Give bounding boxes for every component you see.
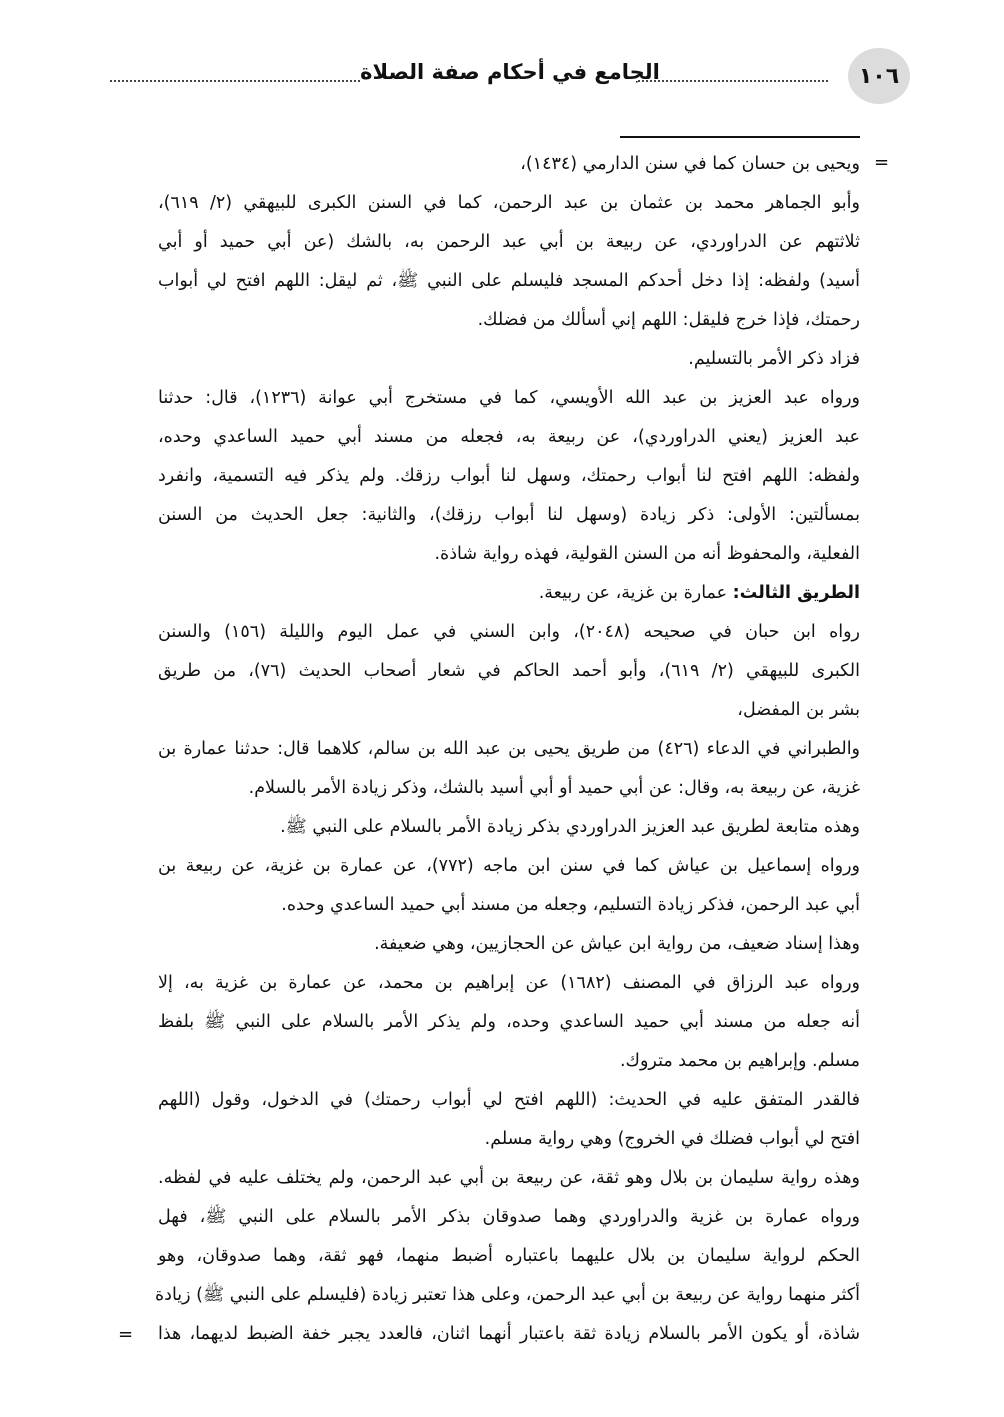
continuation-mark: =	[874, 152, 890, 173]
text-line: وهذه رواية سليمان بن بلال وهو ثقة، عن ربيعة بن أبي عبد الرحمن، ولم يختلف عليه في لفظه.	[158, 1168, 860, 1188]
text-line: شاذة، أو يكون الأمر بالسلام زيادة ثقة باعتبار أنهما اثنان، فالعدد يجبر خفة الضبط لديهما، هذا	[158, 1324, 860, 1344]
text-line: وأبو الجماهر محمد بن عثمان بن عبد الرحمن، كما في السنن الكبرى للبيهقي (٢/ ٦١٩)،	[158, 193, 860, 213]
text-line: رواه ابن حبان في صحيحه (٢٠٤٨)، وابن السني في عمل اليوم والليلة (١٥٦) والسنن	[158, 622, 860, 642]
page-header	[110, 48, 910, 104]
text-line: بمسألتين: الأولى: ذكر زيادة (وسهل لنا أبواب رزقك)، والثانية: جعل الحديث من السنن	[158, 505, 860, 525]
text-line: ثلاثتهم عن الدراوردي، عن ربيعة بن أبي عبد الرحمن به، بالشك (عن أبي حميد أو أبي	[158, 232, 860, 252]
text-line: أنه جعله من مسند أبي حميد الساعدي وحده، ولم يذكر الأمر بالسلام على النبي ﷺ بلفظ	[158, 1012, 860, 1032]
text-line: ويحيى بن حسان كما في سنن الدارمي (١٤٣٤)،	[520, 154, 860, 174]
text-line: عبد العزيز (يعني الدراوردي)، عن ربيعة به، فجعله من مسند أبي حميد الساعدي وحده،	[158, 427, 860, 447]
text-line: أبي عبد الرحمن، فذكر زيادة التسليم، وجعله من مسند أبي حميد الساعدي وحده.	[281, 895, 860, 915]
text-line: أسيد) ولفظه: إذا دخل أحدكم المسجد فليسلم على النبي ﷺ، ثم ليقل: اللهم افتح لي أبواب	[158, 271, 860, 291]
text-line: وهذا إسناد ضعيف، من رواية ابن عياش عن الحجازيين، وهي ضعيفة.	[374, 934, 860, 954]
text-line: مسلم. وإبراهيم بن محمد متروك.	[619, 1051, 860, 1071]
text-line: ورواه عبد الرزاق في المصنف (١٦٨٢) عن إبراهيم بن محمد، عن عمارة بن غزية به، إلا	[158, 973, 860, 993]
text-line: ورواه عبد العزيز بن عبد الله الأويسي، كما في مستخرج أبي عوانة (١٢٣٦)، قال: حدثنا	[158, 388, 860, 408]
text-line: غزية، عن ربيعة به، وقال: عن أبي حميد أو أبي أسيد بالشك، وذكر زيادة الأمر بالسلام.	[248, 778, 860, 798]
text-line: الكبرى للبيهقي (٢/ ٦١٩)، وأبو أحمد الحاكم في شعار أصحاب الحديث (٧٦)، من طريق	[158, 661, 860, 681]
text-line: وهذه متابعة لطريق عبد العزيز الدراوردي بذكر زيادة الأمر بالسلام على النبي ﷺ.	[280, 817, 860, 837]
text-line	[158, 574, 860, 613]
text-line: الفعلية، والمحفوظ أنه من السنن القولية، فهذه رواية شاذة.	[434, 544, 860, 564]
section-heading: الطريق الثالث:	[732, 583, 860, 603]
continuation-mark: =	[118, 1324, 134, 1345]
text-line: رحمتك، فإذا خرج فليقل: اللهم إني أسألك من فضلك.	[477, 310, 860, 330]
text-line: ورواه عمارة بن غزية والدراوردي وهما صدوقان بذكر الأمر بالسلام على النبي ﷺ، فهل	[158, 1207, 860, 1227]
text-line: ورواه إسماعيل بن عياش كما في سنن ابن ماجه (٧٧٢)، عن عمارة بن غزية، عن ربيعة بن	[158, 856, 860, 876]
text-line: فالقدر المتفق عليه في الحديث: (اللهم افتح لي أبواب رحمتك) في الدخول، وقول (اللهم	[158, 1090, 860, 1110]
text-line: الحكم لرواية سليمان بن بلال عليهما باعتباره أضبط منهما، فهو ثقة، وهما صدوقان، وهو	[158, 1246, 860, 1266]
text-line: ولفظه: اللهم افتح لنا أبواب رحمتك، وسهل لنا أبواب رزقك. ولم يذكر فيه التسمية، وانفرد	[158, 466, 860, 486]
section-heading-text: عمارة بن غزية، عن ربيعة.	[538, 583, 733, 603]
text-line: والطبراني في الدعاء (٤٢٦) من طريق يحيى بن عبد الله بن سالم، كلاهما قال: حدثنا عمارة بن	[158, 739, 861, 759]
footnote-rule	[620, 136, 860, 138]
running-title: الجامع في أحكام صفة الصلاة	[360, 60, 660, 84]
text-line: أكثر منهما رواية عن ربيعة بن أبي عبد الرحمن، وعلى هذا تعتبر زيادة (فليسلم على النبي ﷺ) زيادة	[154, 1285, 860, 1305]
text-line: بشر بن المفضل،	[737, 700, 860, 720]
page-number: ١٠٦	[848, 48, 910, 104]
footnote-text	[118, 145, 861, 1354]
text-line: افتح لي أبواب فضلك في الخروج) وهي رواية مسلم.	[484, 1129, 860, 1149]
text-line: فزاد ذكر الأمر بالتسليم.	[688, 349, 860, 369]
